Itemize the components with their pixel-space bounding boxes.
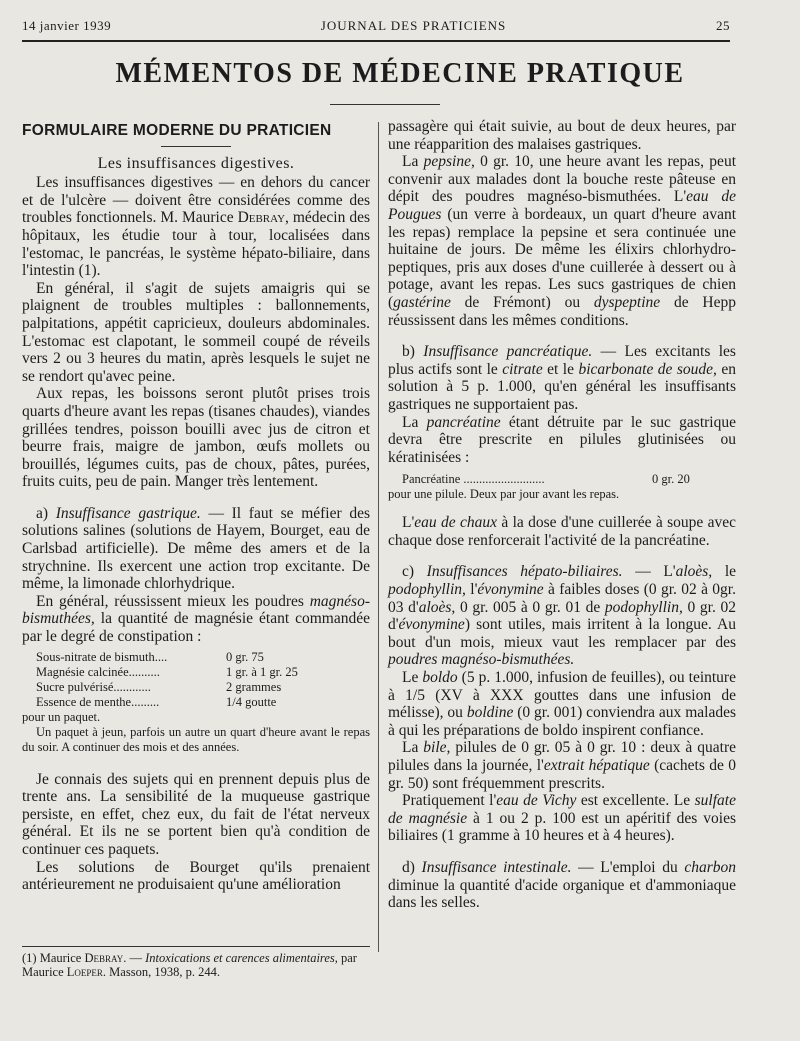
prescription-line: Essence de menthe......... 1/4 goutte	[36, 694, 277, 709]
page-title: MÉMENTOS DE MÉDECINE PRATIQUE	[115, 58, 685, 89]
header-date: 14 janvier 1939	[22, 18, 112, 33]
subsection-gastric: a) Insuffisance gastrique. — Il faut se méfier des solutions salines (solutions de Hayem, Bourget, eau de Carlsbad artificielle). De même des amers et de la strychnine. Ils exercent une action trop excitante. De même, la limonade chlorhydrique.	[22, 504, 370, 593]
prescription-pancreatine	[388, 472, 736, 502]
paragraph: La bile, pilules de 0 gr. 05 à 0 gr. 10 : deux à quatre pilules dans la journée, l'extrait hépatique (cachets de 0 gr. 50) sont fréquemment prescrits.	[388, 739, 736, 792]
prescription-tail: pour un paquet.	[22, 709, 101, 724]
prescription-line: Sucre pulvérisé............ 2 grammes	[36, 679, 282, 694]
paragraph: Les solutions de Bourget qu'ils prenaient antérieurement ne produisaient qu'une amélioration	[22, 858, 370, 894]
paragraph: La pepsine, 0 gr. 10, une heure avant les repas, peut convenir aux malades dont la bouche reste pâteuse en dépit des poudres magnéso-bismuthées. L'eau de Pougues (un verre à bordeaux, un quart d'heure avant les repas) remplace la pepsine et sera continuée une huitaine de jours. De même les élixirs chlorhydro-peptiques, pris aux doses d'une cuillerée à dessert ou à potage, avant les repas. Les sucs gastriques de chien (gastérine de Frémont) ou dyspeptine de Hepp réussissent dans les mêmes conditions.	[388, 153, 736, 329]
prescription-note: Un paquet à jeun, parfois un autre un quart d'heure avant le repas du soir. A continuer des mois et des années.	[22, 724, 370, 754]
footnote: (1) Maurice Debray. — Intoxications et carences alimentaires, par Maurice Loeper. Masson, 1938, p. 244.	[22, 946, 370, 979]
section-rule	[161, 146, 231, 147]
paragraph: Je connais des sujets qui en prennent depuis plus de trente ans. La sensibilité de la muqueuse gastrique persiste, en effet, chez eux, du fait de l'état nerveux général. Et ils ne se portent bien qu'à condition de continuer ces paquets.	[22, 770, 370, 858]
paragraph: L'eau de chaux à la dose d'une cuillerée à soupe avec chaque dose renforcerait l'activité de la pancréatine.	[388, 514, 736, 549]
paragraph: Les insuffisances digestives — en dehors du cancer et de l'ulcère — doivent être considérées comme des troubles fonctionnels. M. Maurice Debray, médecin des hôpitaux, les étudie tour à tour, localisées dans l'estomac, le pancréas, le système hépato-biliaire, dans l'intestin (1).	[22, 174, 370, 280]
paragraph: Le boldo (5 p. 1.000, infusion de feuilles), ou teinture à 1/5 (XV à XXX gouttes dans une infusion de mélisse), ou boldine (0 gr. 001) conviendra aux malades à qui les préparations de boldo inspirent confiance.	[388, 669, 736, 739]
prescription-line: Pancréatine .......................... 0 gr. 20	[402, 472, 690, 487]
paragraph: Aux repas, les boissons seront plutôt prises trois quarts d'heure avant les repas (tisanes chaudes), viandes grillées tendres, poisson bouilli avec jus de citron et beurre frais, maigre de jambon, œufs mollets ou brouillés, légumes cuits, pas de choux, pâtes, purées, fruits cuits, peu de pain. Manger très lentement.	[22, 385, 370, 491]
paragraph: En général, il s'agit de sujets amaigris qui se plaignent de troubles multiples : ballonnements, palpitations, appétit capricieux, douleurs abdominales. L'estomac est clapotant, le sommeil coupé de réveils vers 2 ou 3 heures du matin, après lesquels le sujet ne se rendort qu'avec peine.	[22, 279, 370, 385]
header-page-number: 25	[715, 18, 730, 33]
right-column	[388, 118, 736, 912]
paragraph: En général, réussissent mieux les poudres magnéso-bismuthées, la quantité de magnésie étant commandée par le degré de constipation :	[22, 592, 370, 646]
subsection-pancreatic: b) Insuffisance pancréatique. — Les excitants les plus actifs sont le citrate et le bicarbonate de soude, en solution à 5 p. 1.000, qu'en général les insuffisants gastriques ne supportaient pas.	[388, 343, 737, 413]
prescription-tail: pour une pilule. Deux par jour avant les repas.	[388, 487, 620, 502]
prescription-line: Sous-nitrate de bismuth.... 0 gr. 75	[36, 649, 264, 664]
prescription-bismuth	[22, 650, 370, 755]
paragraph: passagère qui était suivie, au bout de deux heures, par une réapparition des malaises gastriques.	[388, 118, 736, 153]
prescription-line: Magnésie calcinée.......... 1 gr. à 1 gr. 25	[36, 664, 298, 679]
header-journal-name: JOURNAL DES PRATICIENS	[320, 18, 507, 33]
column-divider	[378, 122, 379, 952]
section-heading: FORMULAIRE MODERNE DU PRATICIEN	[22, 122, 332, 139]
title-rule	[330, 104, 440, 105]
subsection-intestinal: d) Insuffisance intestinale. — L'emploi du charbon diminue la quantité d'acide organique et d'ammoniaque dans les selles.	[388, 858, 737, 912]
section-subtitle: Les insuffisances digestives.	[97, 154, 295, 172]
running-header	[22, 18, 730, 42]
paragraph: Pratiquement l'eau de Vichy est excellente. Le sulfate de magnésie à 1 ou 2 p. 100 est un apéritif des voies biliaires (1 gramme à 10 heures et à 4 heures).	[388, 792, 736, 845]
paragraph: La pancréatine étant détruite par le suc gastrique devra être prescrite en pilules glutinisées ou kératinisées :	[388, 413, 736, 466]
left-column	[22, 118, 370, 894]
subsection-hepato-biliary: c) Insuffisances hépato-biliaires. — L'aloès, le podophyllin, l'évonymine à faibles doses (0 gr. 02 à 0gr. 03 d'aloès, 0 gr. 005 à 0 gr. 01 de podophyllin, 0 gr. 02 d'évonymine) sont utiles, mais irritent à la longue. Au bout d'un mois, mieux vaut les remplacer par des poudres magnéso-bismuthées.	[388, 563, 737, 669]
